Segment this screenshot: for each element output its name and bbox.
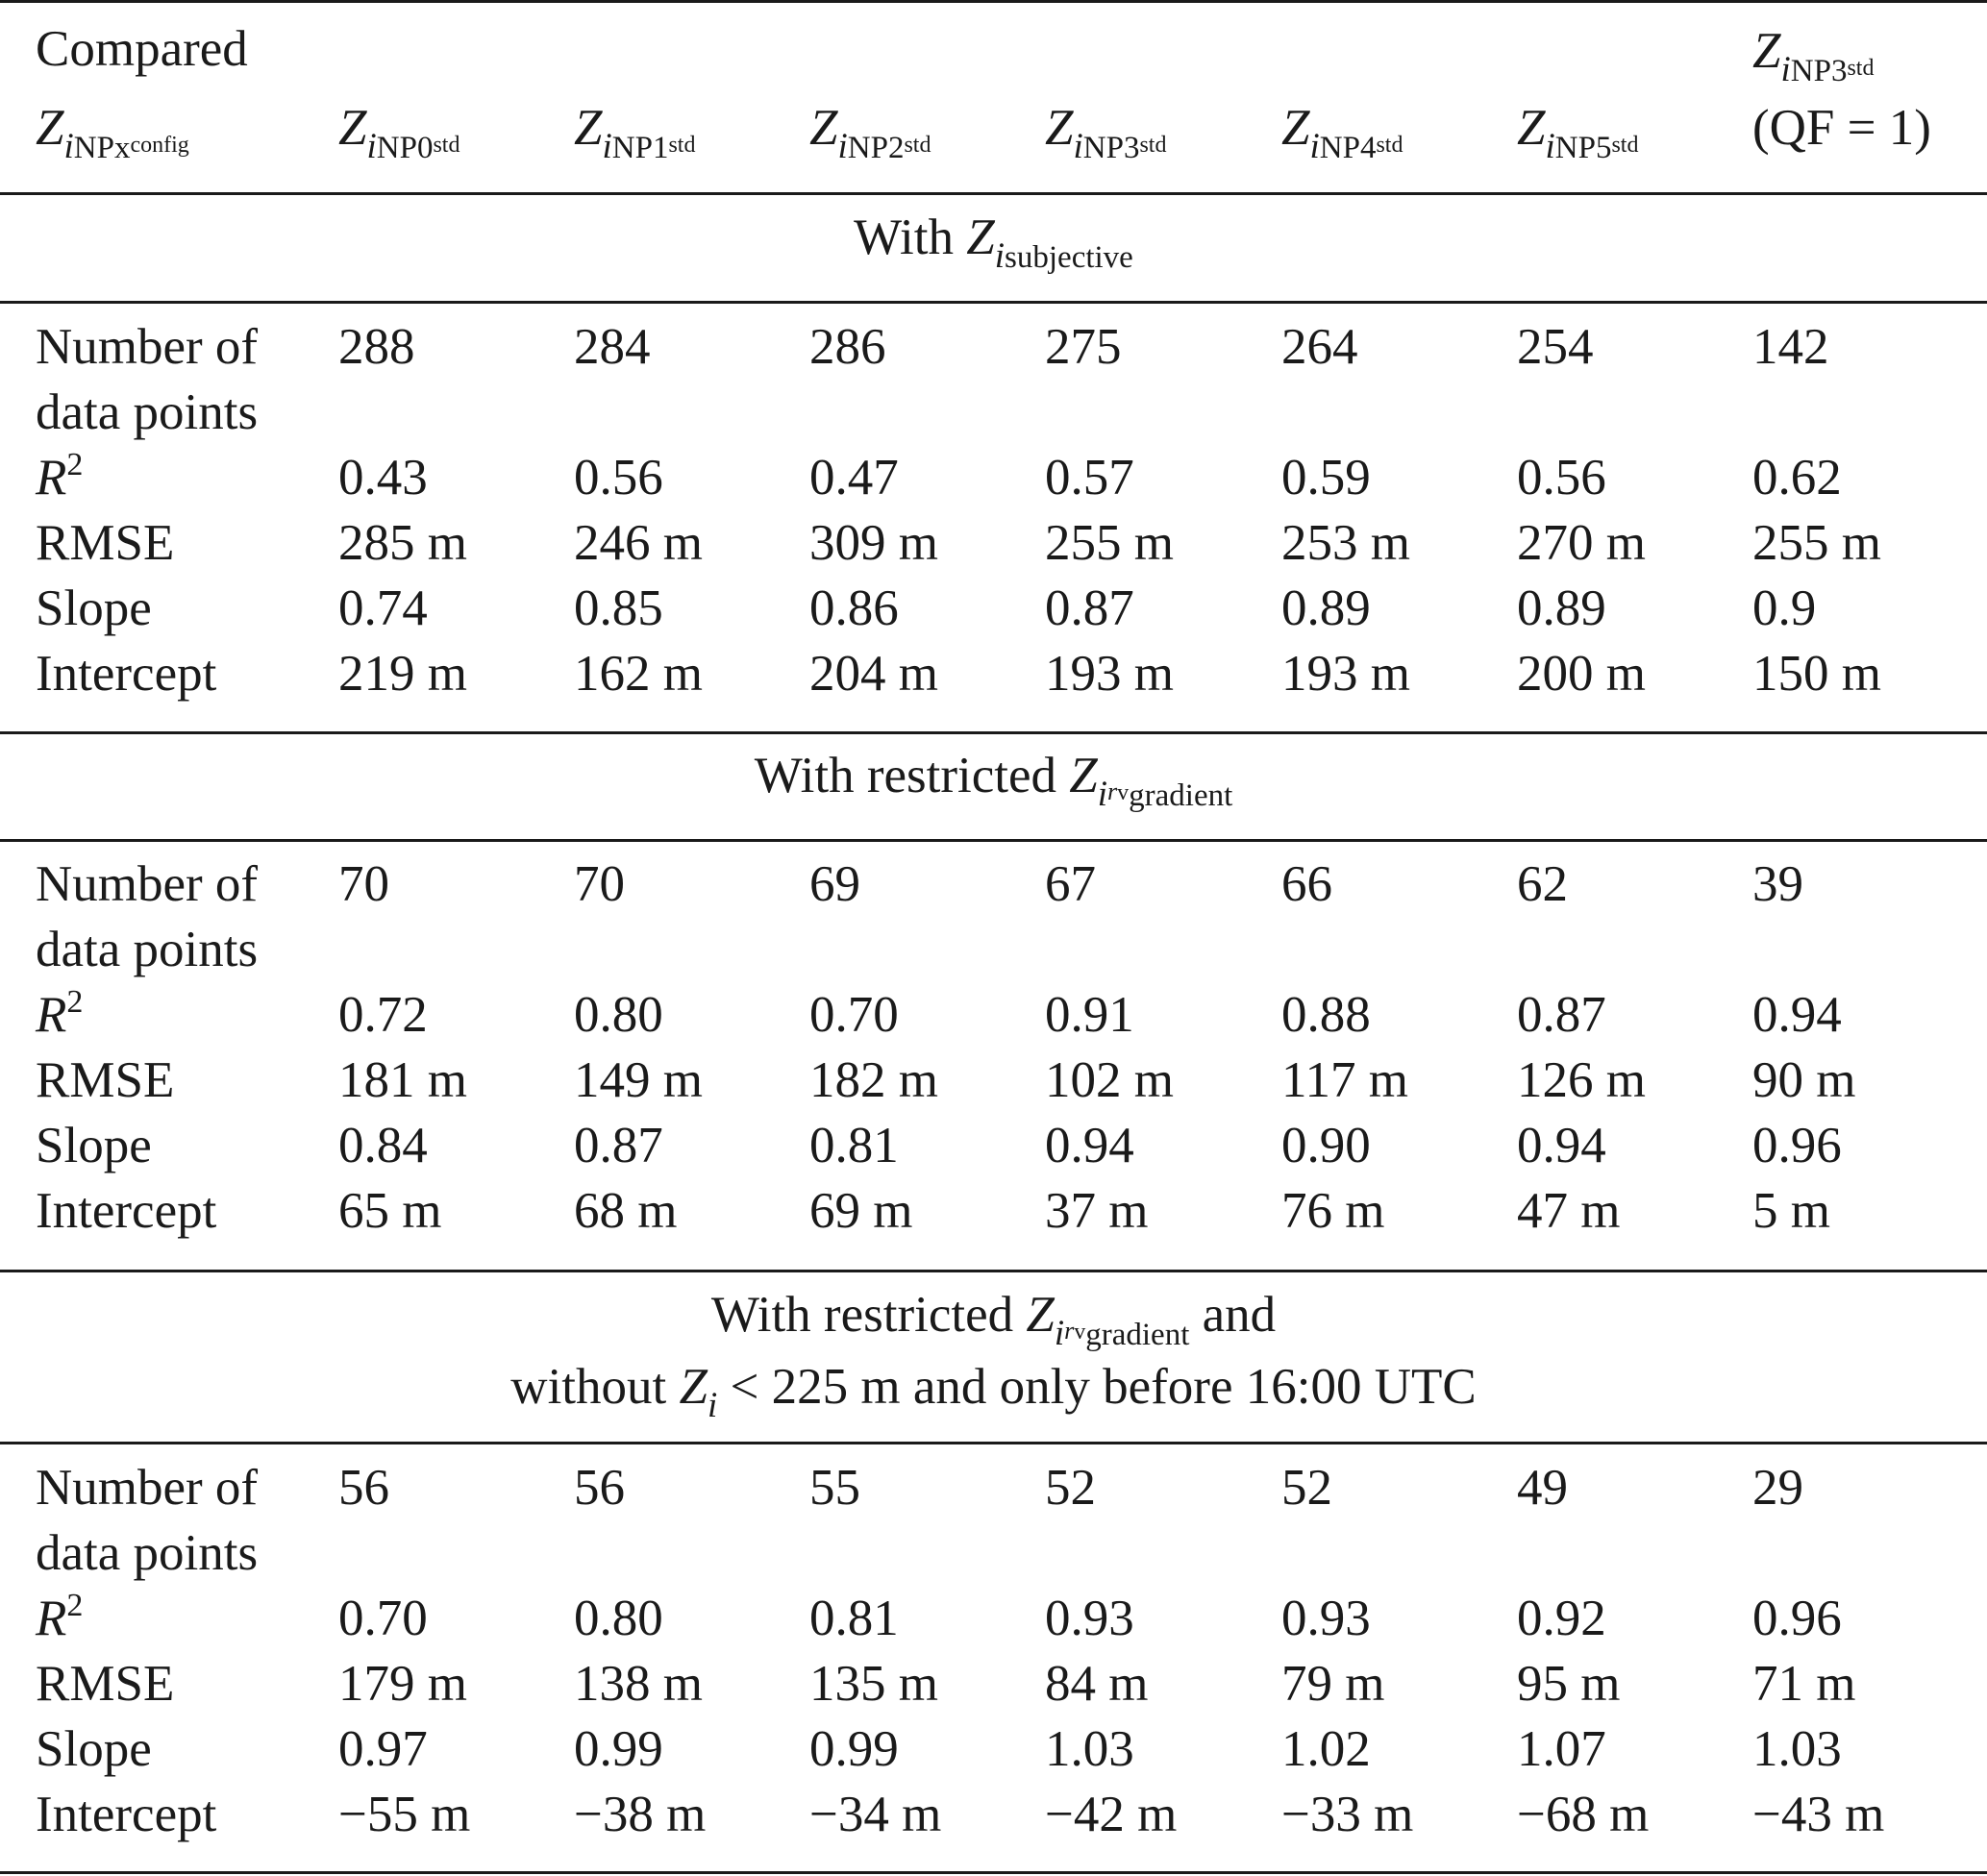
header-col-Z: Z <box>1517 100 1546 156</box>
table-cell: −42 m <box>1045 1787 1178 1842</box>
top-rule <box>0 0 1987 3</box>
header-col-np: NP4 <box>1319 131 1377 165</box>
header-col-std: std <box>1847 56 1875 81</box>
section-title-sub-i: i <box>1097 775 1108 814</box>
table-cell: 0.91 <box>1045 987 1134 1043</box>
section-title-sub-i: i <box>994 236 1006 276</box>
table-cell: 0.84 <box>338 1118 428 1173</box>
section-title2-rest: < 225 m and only before 16:00 UTC <box>717 1359 1477 1415</box>
table-cell: 1.03 <box>1752 1721 1842 1777</box>
section2-end-rule <box>0 1270 1987 1272</box>
table-cell: 56 <box>338 1460 389 1516</box>
table-cell: 67 <box>1045 856 1096 912</box>
row-label: Slope <box>36 1721 152 1777</box>
table-cell: 142 <box>1752 319 1829 375</box>
table-cell: 0.43 <box>338 450 428 506</box>
table-cell: 1.07 <box>1517 1721 1606 1777</box>
table-cell: 84 m <box>1045 1656 1149 1712</box>
section-title-sub-r: r <box>1107 778 1118 805</box>
header-col-i: i <box>1780 50 1791 89</box>
table-cell: 0.92 <box>1517 1591 1606 1646</box>
header-first-col-line1: Compared <box>36 21 248 77</box>
table-cell: 0.89 <box>1517 580 1606 636</box>
table-cell: 0.93 <box>1045 1591 1134 1646</box>
section-title-prefix: With <box>854 210 967 265</box>
table-cell: 55 <box>809 1460 860 1516</box>
row-label: Slope <box>36 580 152 636</box>
table-cell: 288 <box>338 319 415 375</box>
header-col-Z: Z <box>1281 100 1310 156</box>
table-cell: 62 <box>1517 856 1568 912</box>
table-cell: 39 <box>1752 856 1803 912</box>
table-cell: 102 m <box>1045 1052 1174 1108</box>
table-cell: 117 m <box>1281 1052 1409 1108</box>
row-label: RMSE <box>36 515 175 571</box>
table-cell: 1.03 <box>1045 1721 1134 1777</box>
table-cell: 181 m <box>338 1052 467 1108</box>
row-label-R: R <box>36 450 67 506</box>
table-cell: −34 m <box>809 1787 942 1842</box>
section-title2-sub: i <box>707 1386 718 1425</box>
section-title-var: Z <box>966 210 995 265</box>
section-title-var: Z <box>1026 1287 1055 1343</box>
table-cell: 285 m <box>338 515 467 571</box>
section1-end-rule <box>0 731 1987 734</box>
table-cell: −68 m <box>1517 1787 1650 1842</box>
header-col-std: std <box>1611 133 1639 158</box>
table-cell: 0.93 <box>1281 1591 1371 1646</box>
row-label-sup: 2 <box>66 1588 84 1623</box>
table-cell: 254 <box>1517 319 1594 375</box>
section-title-suffix: and <box>1189 1287 1277 1343</box>
section-title2-var: Z <box>679 1359 708 1415</box>
header-col-i: i <box>837 127 848 166</box>
row-label: RMSE <box>36 1656 175 1712</box>
header-col-Z: Z <box>1752 23 1781 79</box>
row-label: RMSE <box>36 1052 175 1108</box>
header-col-std: std <box>1376 133 1403 158</box>
header-col-i: i <box>1073 127 1083 166</box>
section-title-line2-2 <box>0 1353 1987 1440</box>
section-title-sub-rest: gradient <box>1129 778 1233 813</box>
row-label: Intercept <box>36 1787 217 1842</box>
table-cell: 0.57 <box>1045 450 1134 506</box>
header-col-i: i <box>366 127 377 166</box>
table-cell: 95 m <box>1517 1656 1621 1712</box>
header-col-std: std <box>668 133 696 158</box>
table-cell: 5 m <box>1752 1183 1830 1239</box>
header-first-col-npx: NPx <box>73 131 131 165</box>
header-col-3 <box>1045 96 1166 180</box>
header-col-np: NP2 <box>847 131 905 165</box>
row-label: Intercept <box>36 1183 217 1239</box>
row-label-line2: data points <box>36 922 259 977</box>
table-cell: 56 <box>574 1460 625 1516</box>
header-col-Z: Z <box>809 100 838 156</box>
table-cell: 193 m <box>1045 646 1174 702</box>
table-cell: 71 m <box>1752 1656 1856 1712</box>
table-cell: 29 <box>1752 1460 1803 1516</box>
table-cell: 126 m <box>1517 1052 1646 1108</box>
row-label-sup: 2 <box>66 984 84 1020</box>
header-col-np: NP1 <box>611 131 669 165</box>
row-label-line2: data points <box>36 1525 259 1581</box>
table-cell: 0.94 <box>1752 987 1842 1043</box>
table-cell: 68 m <box>574 1183 678 1239</box>
table-cell: 79 m <box>1281 1656 1385 1712</box>
table-cell: 0.80 <box>574 987 663 1043</box>
header-col-4 <box>1281 96 1403 180</box>
section3-title-rule <box>0 1442 1987 1444</box>
table-cell: 255 m <box>1045 515 1174 571</box>
table-cell: 0.87 <box>1045 580 1134 636</box>
header-col-np: NP5 <box>1554 131 1612 165</box>
table-cell: 253 m <box>1281 515 1410 571</box>
row-label <box>36 446 83 509</box>
table-cell: 0.85 <box>574 580 663 636</box>
table-cell: −33 m <box>1281 1787 1414 1842</box>
table-cell: 0.96 <box>1752 1591 1842 1646</box>
section-title-sub-r: r <box>1064 1317 1075 1345</box>
row-label <box>36 983 83 1047</box>
header-col-Z: Z <box>338 100 367 156</box>
header-col-np: NP3 <box>1082 131 1140 165</box>
table-cell: 0.90 <box>1281 1118 1371 1173</box>
table-cell: 0.87 <box>1517 987 1606 1043</box>
table-cell: 70 <box>574 856 625 912</box>
row-label: Slope <box>36 1118 152 1173</box>
row-label-sup: 2 <box>66 447 84 482</box>
table-cell: 0.56 <box>1517 450 1606 506</box>
table-cell: 193 m <box>1281 646 1410 702</box>
table-cell: 66 <box>1281 856 1332 912</box>
table-cell: 0.70 <box>338 1591 428 1646</box>
header-col-1 <box>574 96 695 180</box>
table-cell: 0.72 <box>338 987 428 1043</box>
table-cell: 0.9 <box>1752 580 1817 636</box>
section-title-prefix: With restricted <box>710 1287 1027 1343</box>
row-label-line1: Number of <box>36 1460 259 1516</box>
section-title-var: Z <box>1069 748 1098 803</box>
header-first-col-Z: Z <box>36 100 64 156</box>
section-title-0 <box>0 204 1987 291</box>
table-cell: −55 m <box>338 1787 471 1842</box>
header-col-5 <box>1517 96 1638 180</box>
table-cell: −38 m <box>574 1787 707 1842</box>
table-cell: 264 <box>1281 319 1358 375</box>
table-cell: 0.99 <box>574 1721 663 1777</box>
table-cell: −43 m <box>1752 1787 1885 1842</box>
table-cell: 47 m <box>1517 1183 1621 1239</box>
section-title-sub-rest: gradient <box>1085 1318 1190 1352</box>
section2-title-rule <box>0 839 1987 842</box>
header-col-i: i <box>1309 127 1320 166</box>
table-cell: 69 m <box>809 1183 913 1239</box>
table-cell: 69 <box>809 856 860 912</box>
table-cell: 0.99 <box>809 1721 899 1777</box>
table-cell: 255 m <box>1752 515 1881 571</box>
table-cell: 204 m <box>809 646 938 702</box>
table-cell: 0.62 <box>1752 450 1842 506</box>
table-cell: 65 m <box>338 1183 442 1239</box>
table-cell: 135 m <box>809 1656 938 1712</box>
table-cell: 0.74 <box>338 580 428 636</box>
table-cell: 0.94 <box>1045 1118 1134 1173</box>
table-cell: 70 <box>338 856 389 912</box>
row-label-R: R <box>36 1591 67 1646</box>
section-title-sub-v: v <box>1074 1320 1086 1345</box>
table-cell: 0.88 <box>1281 987 1371 1043</box>
row-label-R: R <box>36 987 67 1043</box>
table-cell: 182 m <box>809 1052 938 1108</box>
table-cell: 0.86 <box>809 580 899 636</box>
table-cell: 0.96 <box>1752 1118 1842 1173</box>
section-title2-prefix: without <box>510 1359 680 1415</box>
table-cell: 179 m <box>338 1656 467 1712</box>
header-col-np: NP0 <box>376 131 434 165</box>
row-label-line1: Number of <box>36 856 259 912</box>
header-col-extra: (QF = 1) <box>1752 100 1931 156</box>
section-title-prefix: With restricted <box>754 748 1070 803</box>
header-col-Z: Z <box>574 100 603 156</box>
header-col-6 <box>1752 19 1874 103</box>
row-label: Intercept <box>36 646 217 702</box>
table-cell: 52 <box>1045 1460 1096 1516</box>
section1-title-rule <box>0 301 1987 304</box>
section-title-1 <box>0 742 1987 829</box>
row-label-line2: data points <box>36 384 259 440</box>
table-cell: 219 m <box>338 646 467 702</box>
section-title-sub-rest: subjective <box>1005 240 1133 275</box>
table-cell: 0.81 <box>809 1118 899 1173</box>
bottom-rule <box>0 1871 1987 1874</box>
table-cell: 0.89 <box>1281 580 1371 636</box>
row-label <box>36 1587 83 1650</box>
header-first-col-config: config <box>130 133 189 158</box>
table-cell: 270 m <box>1517 515 1646 571</box>
table-cell: 246 m <box>574 515 703 571</box>
header-col-i: i <box>1545 127 1555 166</box>
table-cell: 0.59 <box>1281 450 1371 506</box>
table-cell: 0.97 <box>338 1721 428 1777</box>
table-cell: 76 m <box>1281 1183 1385 1239</box>
table-cell: 0.47 <box>809 450 899 506</box>
table-cell: 138 m <box>574 1656 703 1712</box>
header-first-col-var <box>36 96 189 180</box>
table-cell: 200 m <box>1517 646 1646 702</box>
table-cell: 0.94 <box>1517 1118 1606 1173</box>
table-cell: 286 <box>809 319 886 375</box>
header-col-std: std <box>433 133 460 158</box>
table-cell: 0.70 <box>809 987 899 1043</box>
table-cell: 0.81 <box>809 1591 899 1646</box>
header-col-np: NP3 <box>1790 54 1848 88</box>
header-rule <box>0 192 1987 195</box>
header-col-std: std <box>1139 133 1167 158</box>
header-first-col-i: i <box>63 127 74 166</box>
header-col-2 <box>809 96 931 180</box>
table-cell: 284 <box>574 319 651 375</box>
section-title-sub-i: i <box>1054 1314 1065 1353</box>
table-cell: 149 m <box>574 1052 703 1108</box>
table-cell: 49 <box>1517 1460 1568 1516</box>
table-cell: 0.56 <box>574 450 663 506</box>
header-col-i: i <box>602 127 612 166</box>
table-cell: 90 m <box>1752 1052 1856 1108</box>
table-cell: 37 m <box>1045 1183 1149 1239</box>
header-col-Z: Z <box>1045 100 1074 156</box>
table-cell: 275 <box>1045 319 1122 375</box>
table-cell: 52 <box>1281 1460 1332 1516</box>
table-cell: 162 m <box>574 646 703 702</box>
row-label-line1: Number of <box>36 319 259 375</box>
table-cell: 0.80 <box>574 1591 663 1646</box>
header-col-0 <box>338 96 459 180</box>
table-cell: 0.87 <box>574 1118 663 1173</box>
table-cell: 1.02 <box>1281 1721 1371 1777</box>
table-cell: 309 m <box>809 515 938 571</box>
table-cell: 150 m <box>1752 646 1881 702</box>
header-col-std: std <box>904 133 931 158</box>
section-title-sub-v: v <box>1117 780 1130 805</box>
